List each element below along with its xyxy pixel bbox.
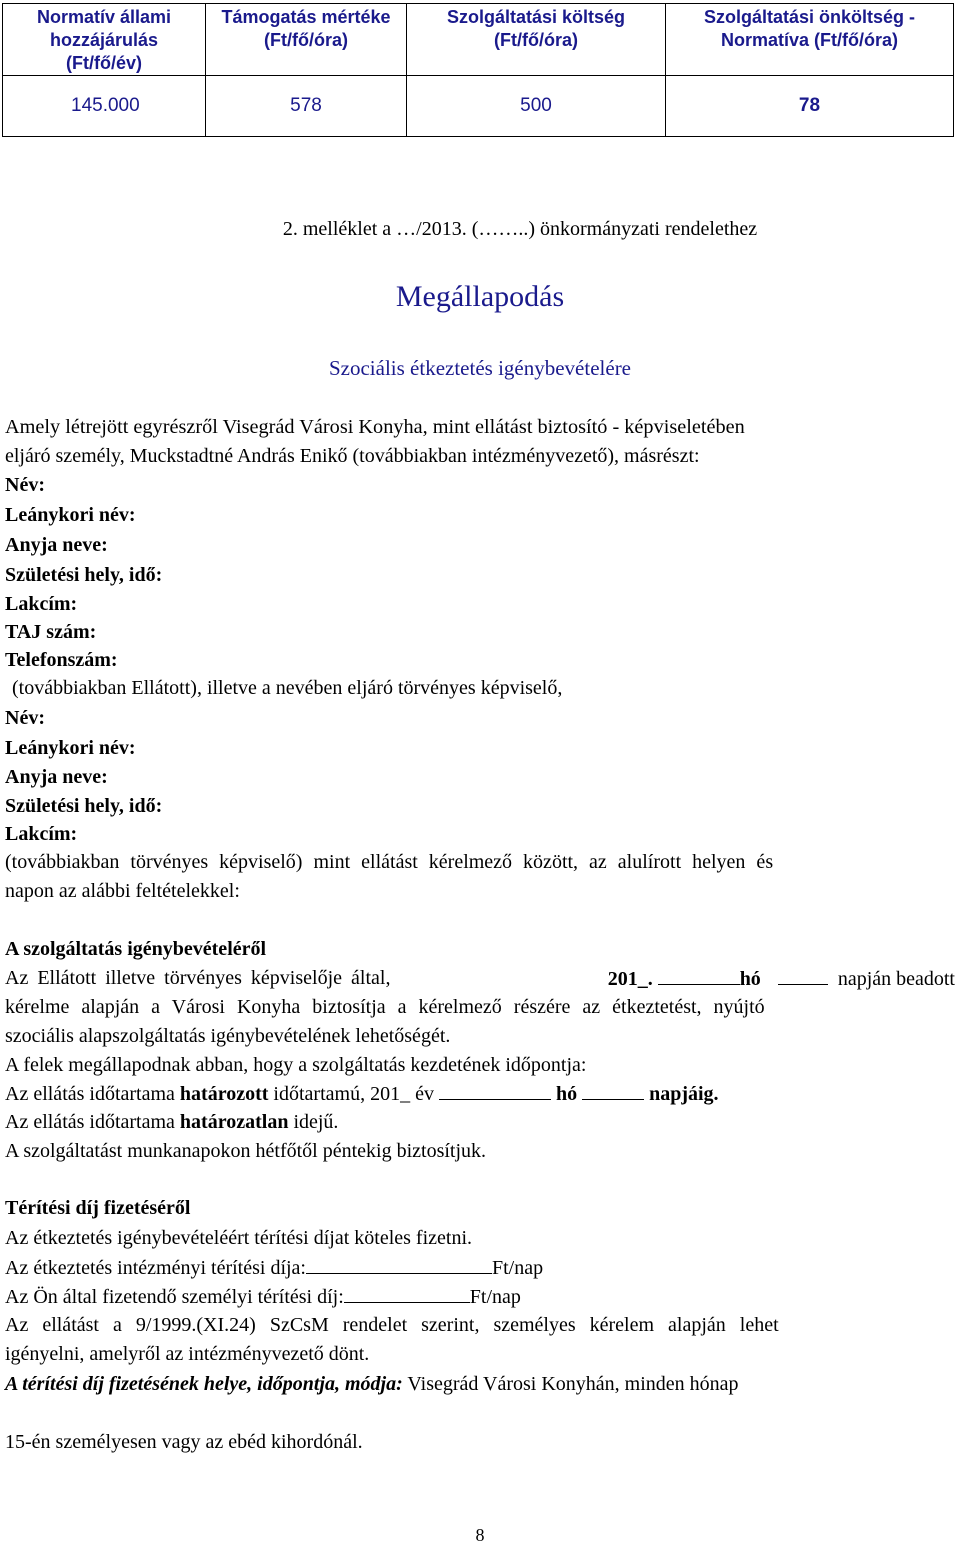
field-label: TAJ szám:: [5, 621, 97, 643]
body-line: igényelni, amelyről az intézményvezető dönt.: [5, 1343, 370, 1365]
request-line: [5, 966, 955, 991]
section-title: A szolgáltatás igénybevételéről: [5, 938, 267, 960]
body-line: A felek megállapodnak abban, hogy a szolgáltatás kezdetének időpontja:: [5, 1054, 587, 1076]
table-row: [3, 76, 954, 137]
blank-line: [658, 966, 740, 985]
blank-line: [439, 1081, 551, 1100]
field-label: Név:: [5, 474, 45, 496]
header-line: (Ft/fő/óra): [264, 30, 348, 50]
header-line: hozzájárulás: [49, 30, 159, 50]
between-line: [5, 850, 955, 874]
field-label: Születési hely, idő:: [5, 564, 163, 586]
table-cell: 500: [407, 76, 666, 137]
between-text: (továbbiakban törvényes képviselő) mint ellátást kérelmező között, az alulírott helyen és: [5, 851, 774, 873]
table-header-cell: [206, 4, 407, 76]
intro-line: eljáró személy, Muckstadtné András Enikő (továbbiakban intézményvezető), másrészt:: [5, 445, 700, 467]
header-line: Normatív állami: [36, 7, 172, 27]
field-label: Lakcím:: [5, 823, 78, 845]
blank-line: [778, 966, 828, 985]
header-line: (Ft/fő/óra): [494, 30, 578, 50]
representative-line: (továbbiakban Ellátott), illetve a nevében eljáró törvényes képviselő,: [12, 677, 563, 699]
header-line: Szolgáltatási költség: [446, 7, 626, 27]
between-line: napon az alábbi feltételekkel:: [5, 880, 240, 902]
unit-text: Ft/nap: [492, 1257, 544, 1279]
body-text: idejű.: [293, 1111, 339, 1133]
table-header-cell: [666, 4, 954, 76]
body-text: Az étkeztetés intézményi térítési díja:: [5, 1257, 306, 1279]
day-label: napjáig.: [649, 1083, 719, 1105]
fee-line: [5, 1284, 521, 1309]
table-cell: 78: [666, 76, 954, 137]
field-label: Név:: [5, 707, 45, 729]
emphasis-text: határozatlan: [179, 1111, 289, 1133]
request-date: [608, 966, 955, 991]
blank-line: [306, 1255, 492, 1274]
year-placeholder: 201_.: [607, 968, 653, 990]
emphasis-text: határozott: [179, 1083, 269, 1105]
body-text: Az ellátást a 9/1999.(XI.24) SzCsM rendelet szerint, személyes kérelem alapján lehet: [5, 1314, 779, 1336]
header-line: Támogatás mértéke: [221, 7, 391, 27]
header-line: Szolgáltatási önköltség -: [703, 7, 916, 27]
section-title: Térítési díj fizetéséről: [5, 1197, 191, 1219]
page-number: 8: [475, 1525, 485, 1545]
body-text: Az ellátás időtartama: [5, 1111, 175, 1133]
page-subtitle: Szociális étkeztetés igénybevételére: [328, 356, 632, 380]
page-title: Megállapodás: [395, 280, 565, 313]
body-line: szociális alapszolgáltatás igénybevételének lehetőségét.: [5, 1025, 451, 1047]
field-label: Telefonszám:: [5, 649, 118, 671]
table-header-cell: [407, 4, 666, 76]
month-label: hó: [555, 1083, 578, 1105]
fee-line: [5, 1255, 543, 1280]
field-label: Anyja neve:: [5, 766, 108, 788]
blank-line: [344, 1284, 470, 1303]
indefinite-term-line: [5, 1110, 338, 1134]
body-text: Az ellátás időtartama: [5, 1083, 175, 1105]
normative-table: [2, 3, 954, 137]
table-header-cell: [3, 4, 206, 76]
field-label: Lakcím:: [5, 593, 78, 615]
field-label: Születési hely, idő:: [5, 795, 163, 817]
body-text: Az Ön által fizetendő személyi térítési díj:: [5, 1286, 344, 1308]
payment-line: [5, 1372, 739, 1396]
request-text: Az Ellátott illetve törvényes képviselője által,: [5, 967, 391, 989]
body-line: 15-én személyesen vagy az ebéd kihordónál.: [5, 1431, 363, 1453]
body-line: Az étkeztetés igénybevételéért térítési díjat köteles fizetni.: [5, 1227, 473, 1249]
day-text: napján beadott: [837, 968, 955, 990]
body-text: Visegrád Városi Konyhán, minden hónap: [407, 1373, 739, 1395]
intro-line: Amely létrejött egyrészről Visegrád Városi Konyha, mint ellátást biztosító - képviseletében: [5, 416, 745, 438]
body-line: [5, 995, 955, 1019]
emphasis-text: A térítési díj fizetésének helye, időpontja, módja:: [5, 1373, 403, 1395]
field-label: Anyja neve:: [5, 534, 108, 556]
blank-line: [582, 1081, 644, 1100]
unit-text: Ft/nap: [469, 1286, 521, 1308]
annex-reference: 2. melléklet a …/2013. (……..) önkormányzati rendelethez: [282, 218, 758, 240]
table-cell: 578: [206, 76, 407, 137]
field-label: Leánykori név:: [5, 504, 136, 526]
month-label: hó: [739, 968, 761, 990]
body-text: kérelme alapján a Városi Konyha biztosítja a kérelmező részére az étkeztetést, nyújtó: [5, 996, 765, 1018]
table-header-row: [3, 4, 954, 76]
table-cell: 145.000: [3, 76, 206, 137]
body-line: [5, 1313, 955, 1337]
field-label: Leánykori név:: [5, 737, 136, 759]
body-line: A szolgáltatást munkanapokon hétfőtől péntekig biztosítjuk.: [5, 1140, 487, 1162]
fixed-term-line: [5, 1081, 719, 1106]
body-text: időtartamú, 201_ év: [273, 1083, 434, 1105]
header-line: (Ft/fő/év): [66, 53, 142, 73]
header-line: Normatíva (Ft/fő/óra): [720, 30, 898, 50]
